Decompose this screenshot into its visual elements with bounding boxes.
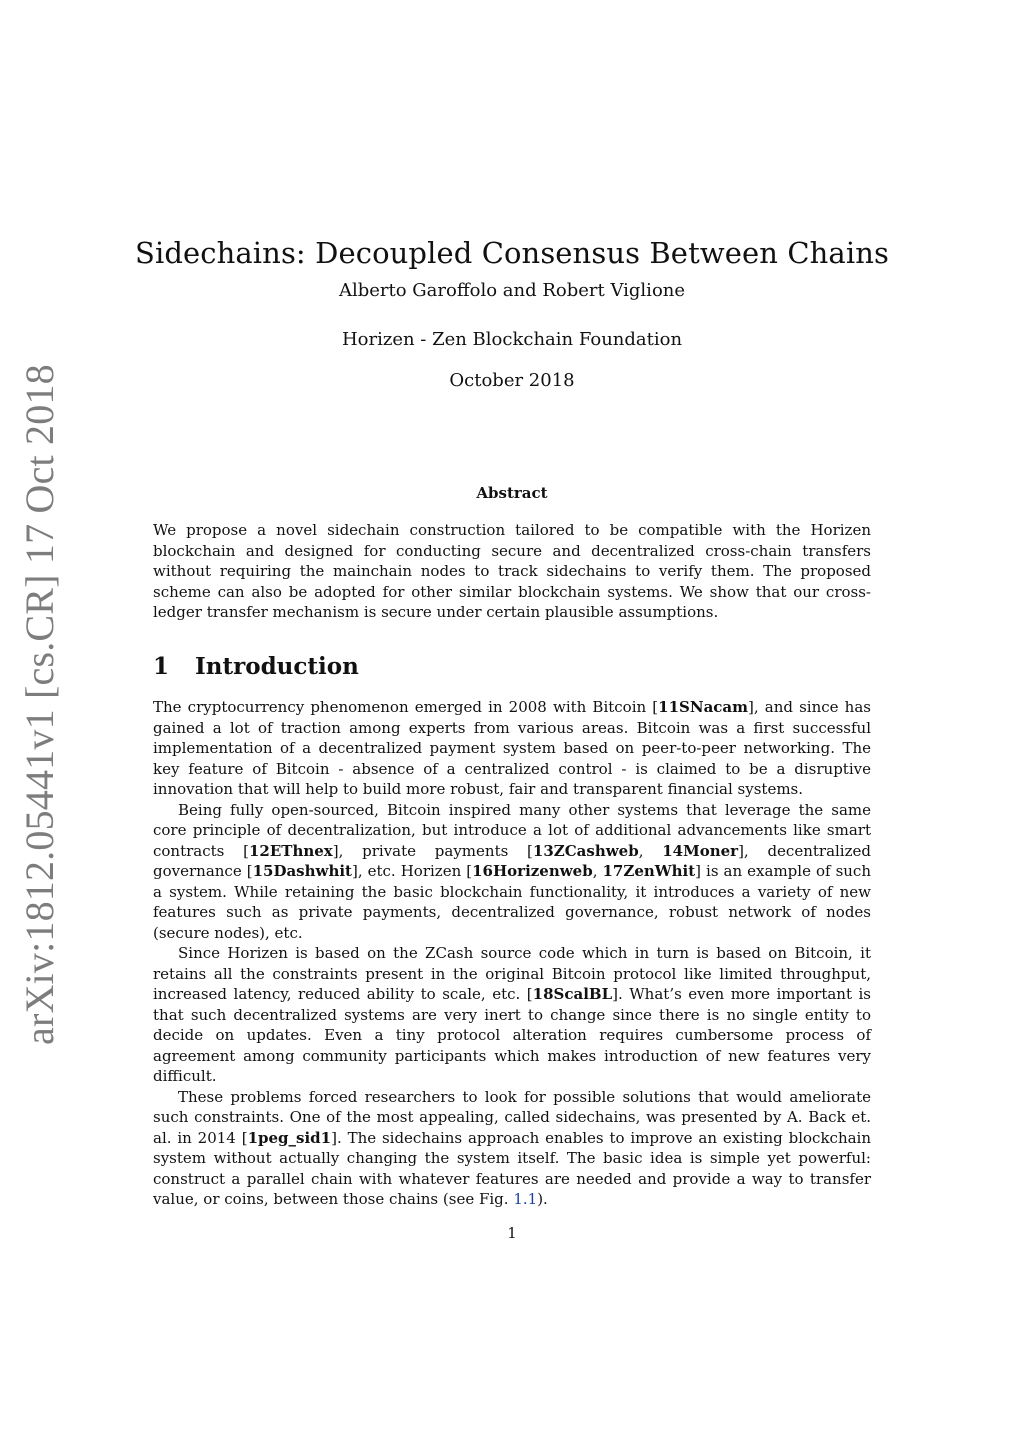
- text-run: The cryptocurrency phenomenon emerged in 2008 with Bitcoin [: [153, 698, 659, 716]
- citation[interactable]: 17ZenWhit: [602, 862, 696, 880]
- section-title: Introduction: [195, 653, 359, 680]
- abstract-text: We propose a novel sidechain construction tailored to be compatible with the Horizen blockchain and designed for conducting secure and decentralized cross-chain transfers without requiring the mainchain nodes to track sidechains to verify them. The proposed scheme can also be adopted for other similar blockchain systems. We show that our cross-ledger transfer mechanism is secure under certain plausible assumptions.: [153, 521, 871, 622]
- section-number: 1: [153, 653, 170, 680]
- text-run: ] is an example of such a system. While retaining the basic blockchain functionality, it introduces a variety of new features such as private payments, decentralized governance, robust network of nodes (secure nodes), etc.: [153, 862, 871, 942]
- text-run: ]. The sidechains approach enables to improve an existing blockchain system without actually changing the system itself. The basic idea is simple yet powerful: construct a parallel chain with whatever features are needed and provide a way to transfer value, or coins, between those chains (see Fig.: [153, 1128, 872, 1208]
- citation[interactable]: 18ScalBL: [532, 985, 613, 1003]
- citation[interactable]: 16Horizenweb: [472, 862, 593, 880]
- paragraph-2: [153, 800, 871, 944]
- paper-affiliation: Horizen - Zen Blockchain Foundation: [341, 329, 683, 350]
- citation[interactable]: 14Moner: [662, 841, 739, 860]
- text-run: ], and since has gained a lot of traction among experts from various areas. Bitcoin was a first successful implementation of a decentralized payment system based on peer-to-peer networking. The key feature of Bitcoin - absence of a centralized control - is claimed to be a disruptive innovation that will help to build more robust, fair and transparent financial systems.: [153, 698, 871, 798]
- text-run: ], etc. Horizen [: [351, 862, 473, 880]
- paragraph-4: [153, 1087, 871, 1210]
- text-run: These problems forced researchers to look for possible solutions that would ameliorate such constraints. One of the most appealing, called sidechains, was presented by A. Back et. al. in 2014 [: [153, 1087, 871, 1147]
- text-run: Since Horizen is based on the ZCash source code which in turn is based on Bitcoin, it retains all the constraints present in the original Bitcoin protocol like limited throughput, increased latency, reduced ability to scale, etc. [: [153, 944, 871, 1003]
- arxiv-identifier-stamp: arXiv:1812.05441v1 [cs.CR] 17 Oct 2018: [17, 364, 62, 1045]
- text-run: ,: [592, 862, 603, 880]
- citation[interactable]: 15Dashwhit: [252, 862, 352, 880]
- abstract-heading: Abstract: [476, 484, 548, 502]
- text-run: ,: [638, 841, 663, 860]
- text-run: ], private payments [: [332, 841, 533, 860]
- citation[interactable]: 11SNacam: [658, 698, 749, 716]
- section-heading: [153, 650, 871, 684]
- citation[interactable]: 13ZCashweb: [532, 841, 639, 860]
- citation[interactable]: 1peg_sid1: [247, 1128, 332, 1147]
- figure-reference-link[interactable]: 1.1: [513, 1190, 538, 1208]
- citation[interactable]: 12EThnex: [248, 841, 333, 860]
- paper-date: October 2018: [449, 370, 575, 391]
- text-run: ]. What’s even more important is that such decentralized systems are very inert to change since there is no single entity to decide on updates. Even a tiny protocol alteration requires cumbersome process of agreement among community participants which makes introduction of new features very difficult.: [153, 985, 871, 1085]
- introduction-body: [153, 697, 871, 1210]
- paper-title: Sidechains: Decoupled Consensus Between Chains: [135, 236, 889, 270]
- paragraph-3: [153, 943, 871, 1087]
- paragraph-1: [153, 697, 871, 800]
- text-run: ).: [537, 1190, 548, 1208]
- text-run: ], decentralized governance [: [153, 841, 871, 880]
- paper-authors: Alberto Garoffolo and Robert Viglione: [338, 280, 686, 301]
- page-number: 1: [507, 1224, 517, 1242]
- text-run: Being fully open-sourced, Bitcoin inspired many other systems that leverage the same core principle of decentralization, but introduce a lot of additional advancements like smart contracts [: [153, 800, 871, 860]
